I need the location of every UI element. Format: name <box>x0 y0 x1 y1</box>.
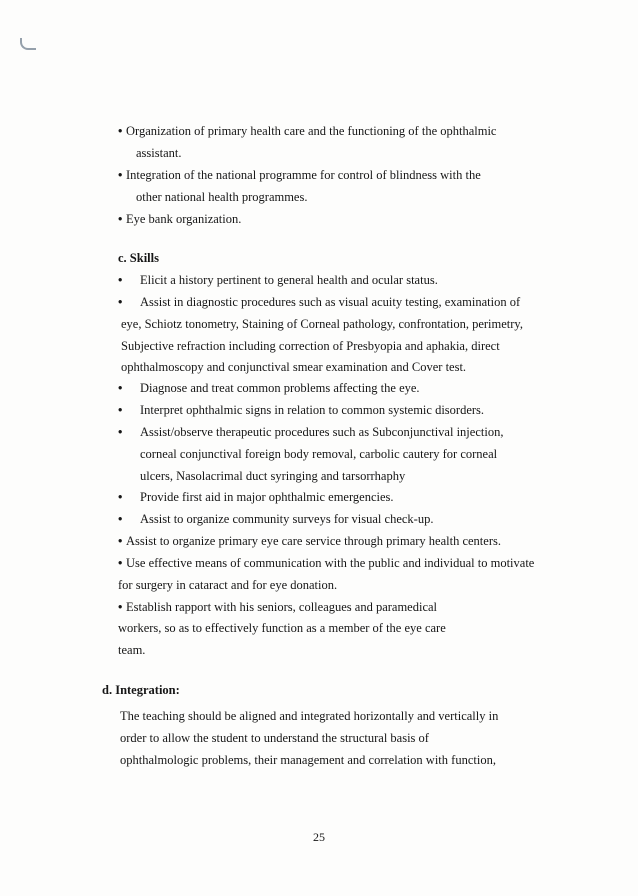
skill-text: Establish rapport with his seniors, colleagues and paramedical <box>126 600 438 614</box>
skill-item <box>118 402 484 418</box>
skill-text: Use effective means of communication with the public and individual to motivate <box>126 556 535 570</box>
skill-text: Provide first aid in major ophthalmic emergencies. <box>140 490 394 504</box>
skill-continuation: ulcers, Nasolacrimal duct syringing and tarsorrhaphy <box>140 469 406 483</box>
skill-continuation: Subjective refraction including correction of Presbyopia and aphakia, direct <box>121 339 500 353</box>
bullet-continuation: other national health programmes. <box>136 190 308 204</box>
skill-text: Elicit a history pertinent to general health and ocular status. <box>140 273 438 287</box>
skill-item <box>118 533 501 549</box>
skill-item <box>118 380 420 396</box>
skill-item <box>118 599 437 615</box>
paragraph-line: ophthalmologic problems, their management and correlation with function, <box>120 753 496 767</box>
skill-item <box>118 511 433 527</box>
skill-text: Assist in diagnostic procedures such as visual acuity testing, examination of <box>140 295 521 309</box>
paragraph-line: The teaching should be aligned and integrated horizontally and vertically in <box>120 709 499 723</box>
bullet-item <box>118 167 481 183</box>
section-heading-integration: d. Integration: <box>102 683 180 697</box>
skill-continuation: ophthalmoscopy and conjunctival smear examination and Cover test. <box>121 360 467 374</box>
section-heading-skills: c. Skills <box>118 251 159 265</box>
skill-text: Assist/observe therapeutic procedures such as Subconjunctival injection, <box>140 425 504 439</box>
bullet-text: Eye bank organization. <box>126 212 242 226</box>
skill-continuation: corneal conjunctival foreign body removal, carbolic cautery for corneal <box>140 447 498 461</box>
skill-item <box>118 489 394 505</box>
skill-text: Diagnose and treat common problems affecting the eye. <box>140 381 420 395</box>
skill-continuation: for surgery in cataract and for eye donation. <box>118 578 338 592</box>
skill-continuation: team. <box>118 643 146 657</box>
skill-item <box>118 294 520 310</box>
skill-text: Assist to organize primary eye care service through primary health centers. <box>126 534 501 548</box>
bullet-item <box>118 123 496 139</box>
paragraph-line: order to allow the student to understand the structural basis of <box>120 731 429 745</box>
skill-continuation: eye, Schiotz tonometry, Staining of Corneal pathology, confrontation, perimetry, <box>121 317 523 331</box>
page-number: 25 <box>313 830 325 844</box>
bullet-item <box>118 211 241 227</box>
skill-item <box>118 555 534 571</box>
bullet-text: Integration of the national programme for control of blindness with the <box>126 168 481 182</box>
skill-item <box>118 424 503 440</box>
scan-corner-mark <box>20 38 36 50</box>
skill-text: Assist to organize community surveys for visual check-up. <box>140 512 434 526</box>
skill-text: Interpret ophthalmic signs in relation to common systemic disorders. <box>140 403 485 417</box>
skill-item <box>118 272 438 288</box>
bullet-text: Organization of primary health care and the functioning of the ophthalmic <box>126 124 497 138</box>
bullet-continuation: assistant. <box>136 146 182 160</box>
skill-continuation: workers, so as to effectively function as a member of the eye care <box>118 621 446 635</box>
